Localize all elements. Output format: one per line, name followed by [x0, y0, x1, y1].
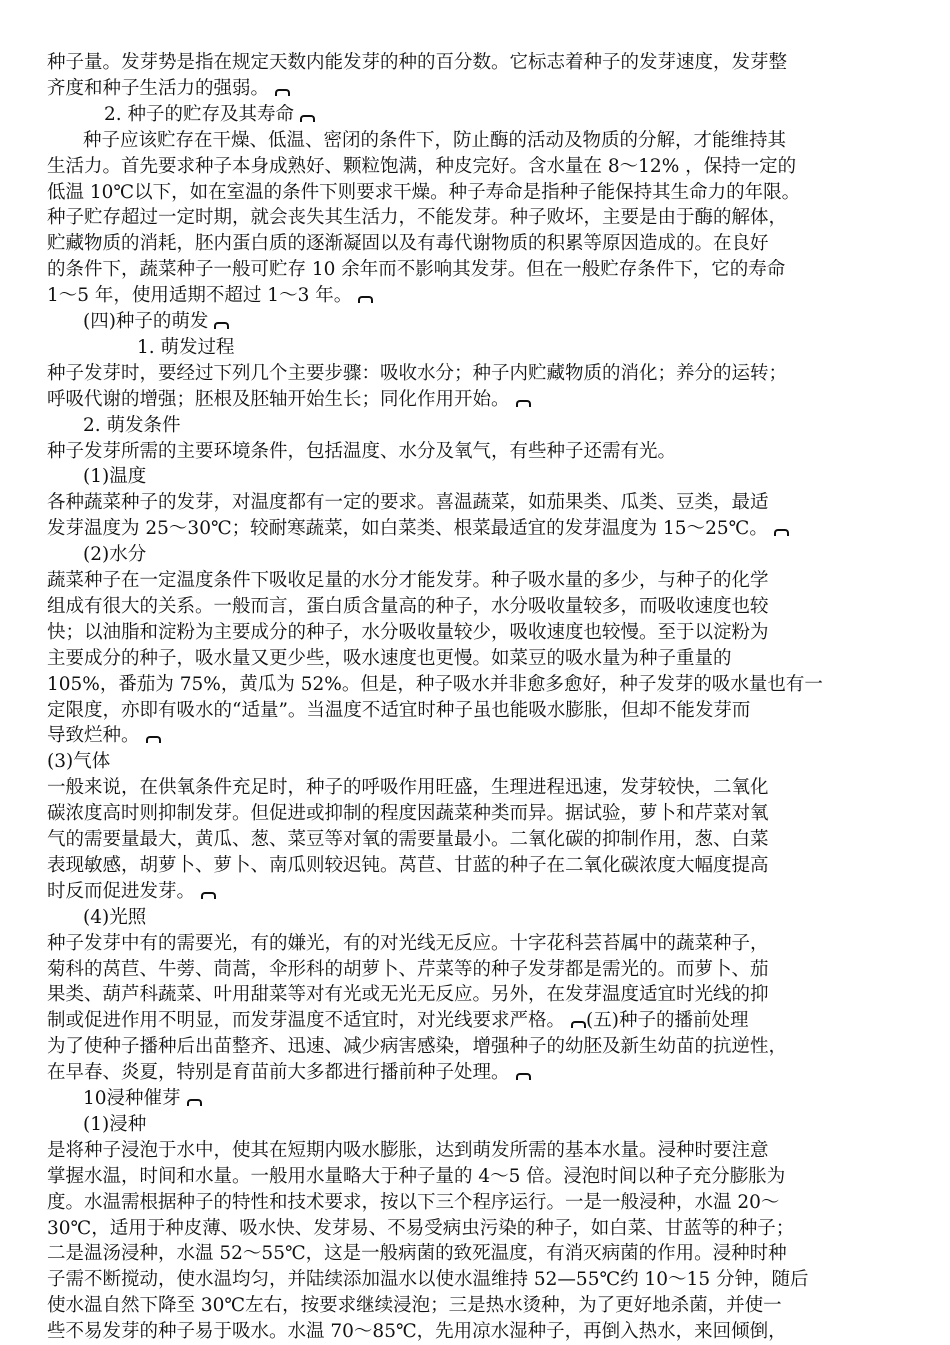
text-line	[47, 76, 290, 102]
text-line-content: 低温 10℃以下，如在室温的条件下则要求干燥。种子寿命是指种子能保持其生命力的年限。	[47, 181, 801, 203]
text-line	[47, 154, 796, 180]
text-line	[47, 439, 676, 465]
text-line-content: 种子量。发芽势是指在规定天数内能发芽的种的百分数。它标志着种子的发芽速度，发芽整	[47, 52, 788, 73]
text-line-content: 制或促进作用不明显，而发芽温度不适宜时，对光线要求严格。	[47, 1010, 566, 1032]
text-line-content: 果类、葫芦科蔬菜、叶用甜菜等对有光或无光无反应。另外，在发芽温度适宜时光线的抑	[47, 984, 769, 1006]
text-line-content: (4)光照	[83, 906, 147, 928]
paragraph-mark-icon	[516, 1073, 531, 1080]
text-line-content: 碳浓度高时则抑制发芽。但促进或抑制的程度因蔬菜种类而异。据试验，萝卜和芹菜对氧	[47, 803, 769, 825]
text-line-content: 105%，番茄为 75%，黄瓜为 52%。但是，种子吸水并非愈多愈好，种子发芽的吸水量也有一	[47, 673, 823, 695]
text-line-content: 生活力。首先要求种子本身成熟好、颗粒饱满，种皮完好。含水量在 8～12% ，保持一定的	[47, 155, 797, 177]
text-line-content: 菊科的莴苣、牛蒡、茼蒿，伞形科的胡萝卜、芹菜等的种子发芽都是需光的。而萝卜、茄	[47, 958, 769, 980]
text-line-content: 时反而促进发芽。	[47, 880, 196, 902]
text-line	[47, 1190, 779, 1216]
text-line	[47, 1060, 531, 1086]
text-line-content: 贮藏物质的消耗，胚内蛋白质的逐渐凝固以及有毒代谢物质的积累等原因造成的。在良好	[47, 233, 769, 255]
text-line-content: (1)浸种	[83, 1113, 147, 1135]
text-line	[47, 982, 769, 1008]
text-line	[47, 1267, 809, 1293]
text-line	[47, 490, 769, 516]
section-heading-inline: (五)种子的播前处理	[586, 1010, 749, 1032]
text-line-content: 子需不断搅动，使水温均匀，并陆续添加温水以使水温维持 52—55℃约 10～15 分钟，随后	[47, 1269, 809, 1291]
text-line	[83, 128, 786, 154]
text-line	[47, 827, 769, 853]
paragraph-mark-icon	[516, 400, 531, 407]
text-line-content: (四)种子的萌发	[83, 311, 209, 332]
text-line	[83, 413, 181, 439]
text-line-content: 快；以油脂和淀粉为主要成分的种子，水分吸收量较少，吸收速度也较慢。至于以淀粉为	[47, 621, 769, 643]
text-line	[47, 620, 769, 646]
text-line-content: 种子发芽时，要经过下列几个主要步骤：吸收水分；种子内贮藏物质的消化；养分的运转；	[47, 362, 788, 384]
text-line	[47, 283, 373, 309]
text-line	[47, 879, 216, 905]
text-line	[47, 646, 732, 672]
paragraph-mark-icon	[300, 115, 315, 122]
text-line	[47, 50, 787, 76]
text-line-content: 蔬菜种子在一定温度条件下吸收足量的水分才能发芽。种子吸水量的多少，与种子的化学	[47, 570, 769, 591]
text-line-content: 气的需要量最大，黄瓜、葱、菜豆等对氧的需要量最小。二氧化碳的抑制作用，葱、白菜	[47, 829, 769, 850]
paragraph-mark-icon	[201, 892, 216, 899]
paragraph-mark-icon	[214, 322, 229, 329]
text-line	[47, 1319, 787, 1345]
text-line	[47, 775, 769, 801]
text-line-content: 一般来说，在供氧条件充足时，种子的呼吸作用旺盛，生理进程迅速，发芽较快，二氧化	[47, 777, 769, 799]
text-line	[83, 542, 146, 568]
text-line	[83, 309, 229, 335]
text-line-content: 些不易发芽的种子易于吸水。水温 70～85℃，先用凉水湿种子，再倒入热水，来回倾倒，	[47, 1321, 787, 1343]
text-line	[47, 1241, 787, 1267]
text-line-content: 主要成分的种子，吸水量又更少些，吸水速度也更慢。如菜豆的吸水量为种子重量的	[47, 647, 732, 669]
text-line	[47, 1293, 782, 1319]
text-line-content: 的条件下，蔬菜种子一般可贮存 10 余年而不影响其发芽。但在一般贮存条件下，它的寿命	[47, 259, 786, 281]
text-line-content: 表现敏感，胡萝卜、萝卜、南瓜则较迟钝。莴苣、甘蓝的种子在二氧化碳浓度大幅度提高	[47, 854, 769, 876]
text-line	[47, 801, 769, 827]
text-line	[47, 231, 769, 257]
text-line	[137, 335, 235, 361]
text-line-content: 种子发芽中有的需要光，有的嫌光，有的对光线无反应。十字花科芸苔属中的蔬菜种子，	[47, 932, 769, 954]
text-line	[83, 1112, 146, 1138]
text-line-content: 种子贮存超过一定时期，就会丧失其生活力，不能发芽。种子败坏，主要是由于酶的解体，	[47, 207, 788, 229]
text-line-content: 1. 萌发过程	[137, 336, 235, 358]
text-line-content: 度。水温需根据种子的特性和技术要求，按以下三个程序运行。一是一般浸种，水温 20～	[47, 1191, 780, 1213]
text-line-content: 种子发芽所需的主要环境条件，包括温度、水分及氧气，有些种子还需有光。	[47, 440, 677, 462]
text-line-content: 1～5 年，使用适期不超过 1～3 年。	[47, 285, 353, 307]
paragraph-mark-icon	[571, 1021, 586, 1028]
text-line	[47, 1216, 794, 1242]
paragraph-mark-icon	[275, 89, 290, 96]
text-line	[47, 180, 800, 206]
text-line	[47, 1164, 785, 1190]
text-line-content: 种子应该贮存在干燥、低温、密闭的条件下，防止酶的活动及物质的分解，才能维持其	[83, 129, 787, 151]
text-line	[47, 672, 823, 698]
text-line	[47, 1034, 787, 1060]
text-line	[83, 1086, 202, 1112]
text-line	[47, 723, 161, 749]
paragraph-mark-icon	[146, 736, 161, 743]
text-line	[47, 1138, 769, 1164]
text-line-content: 在早春、炎夏，特别是育苗前大多都进行播前种子处理。	[47, 1062, 510, 1084]
text-line	[47, 387, 531, 413]
text-line-content: 掌握水温，时间和水量。一般用水量略大于种子量的 4～5 倍。浸泡时间以种子充分膨胀为	[47, 1165, 786, 1187]
text-line	[47, 853, 769, 879]
text-line-content: 齐度和种子生活力的强弱。	[47, 77, 270, 99]
text-line	[104, 102, 315, 128]
text-line-content: (3)气体	[47, 751, 111, 773]
text-line-content: 呼吸代谢的增强；胚根及胚轴开始生长；同化作用开始。	[47, 388, 510, 410]
text-line	[47, 749, 110, 775]
text-line	[83, 464, 146, 490]
text-line	[47, 931, 769, 957]
paragraph-mark-icon	[358, 296, 373, 303]
text-line-content: 10浸种催芽	[83, 1088, 181, 1109]
text-line-content: 各种蔬菜种子的发芽，对温度都有一定的要求。喜温蔬菜，如茄果类、瓜类、豆类，最适	[47, 492, 769, 514]
text-line-content: 为了使种子播种后出苗整齐、迅速、减少病害感染，增强种子的幼胚及新生幼苗的抗逆性，	[47, 1036, 788, 1058]
text-line-content: 二是温汤浸种，水温 52～55℃，这是一般病菌的致死温度，有消灭病菌的作用。浸种时种	[47, 1243, 787, 1265]
paragraph-mark-icon	[774, 529, 789, 536]
text-line-content: (1)温度	[83, 466, 147, 488]
text-line	[47, 1008, 748, 1034]
text-line-content: 2. 种子的贮存及其寿命	[104, 103, 295, 125]
text-line-content: 2. 萌发条件	[83, 414, 181, 436]
paragraph-mark-icon	[187, 1099, 202, 1106]
text-line-content: (2)水分	[83, 544, 147, 566]
text-line	[47, 257, 785, 283]
text-line	[47, 568, 769, 594]
text-line-content: 发芽温度为 25～30℃；较耐寒蔬菜，如白菜类、根菜最适宜的发芽温度为 15～25℃。	[47, 518, 768, 540]
text-line-content: 30℃，适用于种皮薄、吸水快、发芽易、不易受病虫污染的种子，如白菜、甘蓝等的种子；	[47, 1217, 795, 1239]
text-line-content: 组成有很大的关系。一般而言，蛋白质含量高的种子，水分吸收量较多，而吸收速度也较	[47, 595, 769, 617]
text-line	[47, 205, 787, 231]
text-line-content: 导致烂种。	[47, 725, 140, 747]
text-line-content: 定限度，亦即有吸水的“适量”。当温度不适宜时种子虽也能吸水膨胀，但却不能发芽而	[47, 699, 751, 721]
text-line	[83, 905, 146, 931]
text-line	[47, 957, 769, 983]
text-line-content: 使水温自然下降至 30℃左右，按要求继续浸泡；三是热水烫种，为了更好地杀菌，并使一	[47, 1295, 782, 1317]
text-line	[47, 361, 787, 387]
text-line	[47, 516, 789, 542]
text-line-content: 是将种子浸泡于水中，使其在短期内吸水膨胀，达到萌发所需的基本水量。浸种时要注意	[47, 1139, 769, 1161]
text-line	[47, 594, 769, 620]
text-line	[47, 698, 750, 724]
